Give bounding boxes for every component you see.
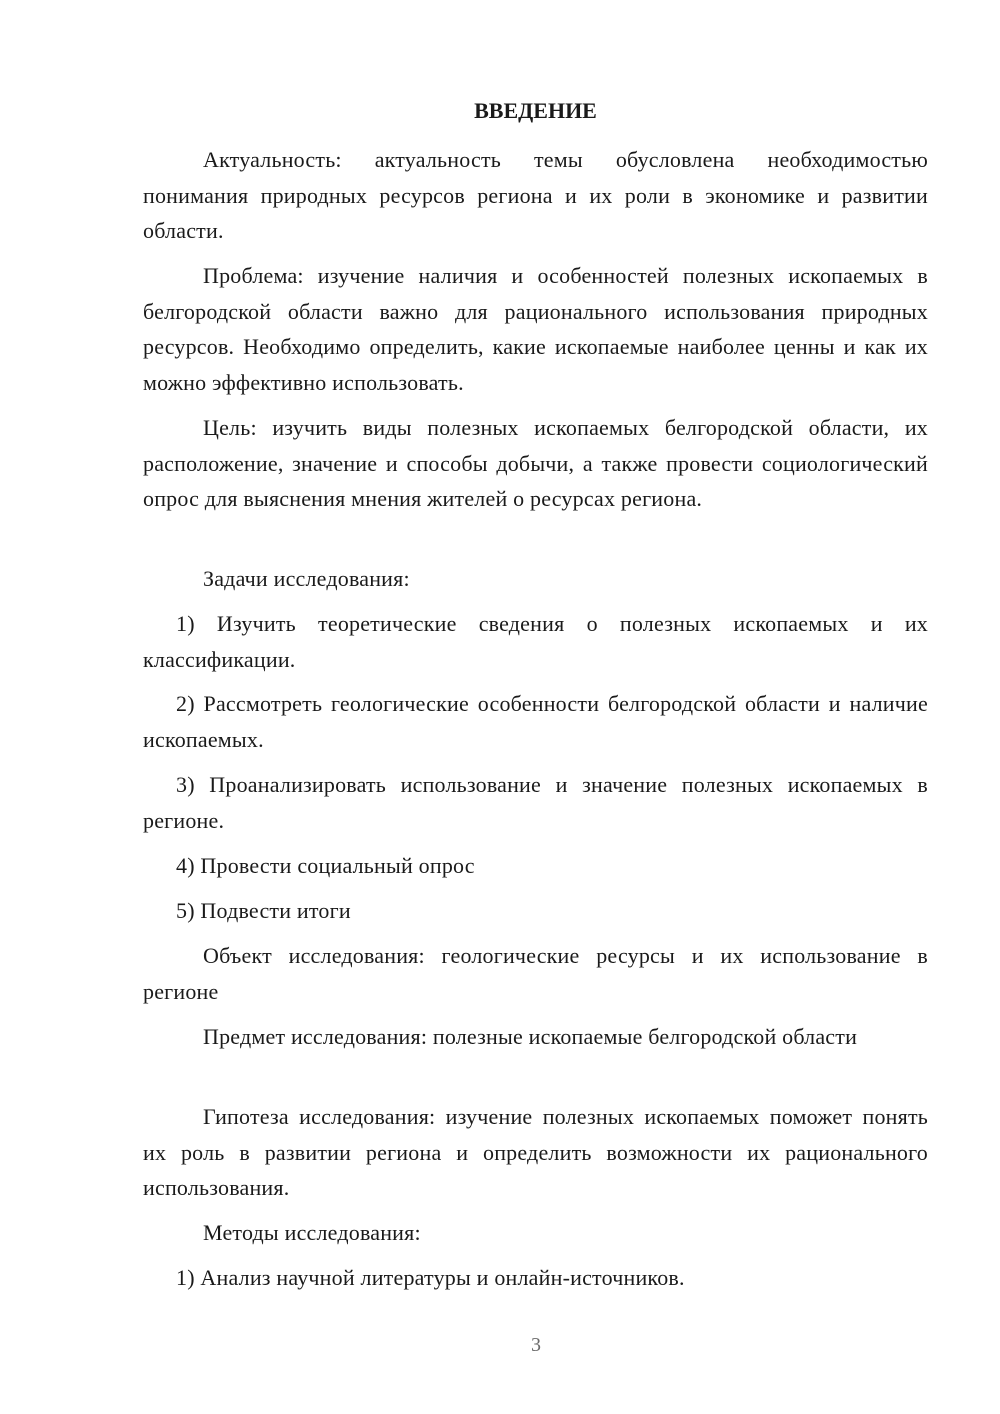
method-item-1: 1) Анализ научной литературы и онлайн-источников. xyxy=(176,1265,685,1290)
paragraph-goal: Цель: изучить виды полезных ископаемых белгородской области, их расположение, значение и способы добычи, а также провести социологический опрос для выяснения мнения жителей о ресурсах региона. xyxy=(143,415,928,511)
paragraph-problem: Проблема: изучение наличия и особенностей полезных ископаемых в белгородской области важно для рационального использования природных ресурсов. Необходимо определить, какие ископаемые наиболее ценны и как их можно эффективно использовать. xyxy=(143,263,928,395)
task-item-3: 3) Проанализировать использование и значение полезных ископаемых в регионе. xyxy=(143,772,928,833)
task-item-5: 5) Подвести итоги xyxy=(176,898,351,923)
paragraph-methods-heading: Методы исследования: xyxy=(203,1220,421,1245)
page-number: 3 xyxy=(531,1334,541,1356)
paragraph-hypothesis: Гипотеза исследования: изучение полезных ископаемых поможет понять их роль в развитии региона и определить возможности их рационального использования. xyxy=(143,1104,928,1200)
paragraph-relevance: Актуальность: актуальность темы обусловлена необходимостью понимания природных ресурсов региона и их роли в экономике и развитии области. xyxy=(143,147,928,243)
task-item-1: 1) Изучить теоретические сведения о полезных ископаемых и их классификации. xyxy=(143,611,928,672)
paragraph-object: Объект исследования: геологические ресурсы и их использование в регионе xyxy=(143,943,928,1004)
section-title: ВВЕДЕНИЕ xyxy=(474,98,597,123)
paragraph-tasks-heading: Задачи исследования: xyxy=(203,566,410,591)
task-item-2: 2) Рассмотреть геологические особенности белгородской области и наличие ископаемых. xyxy=(143,691,928,752)
task-item-4: 4) Провести социальный опрос xyxy=(176,853,475,878)
paragraph-subject: Предмет исследования: полезные ископаемые белгородской области xyxy=(203,1024,858,1049)
